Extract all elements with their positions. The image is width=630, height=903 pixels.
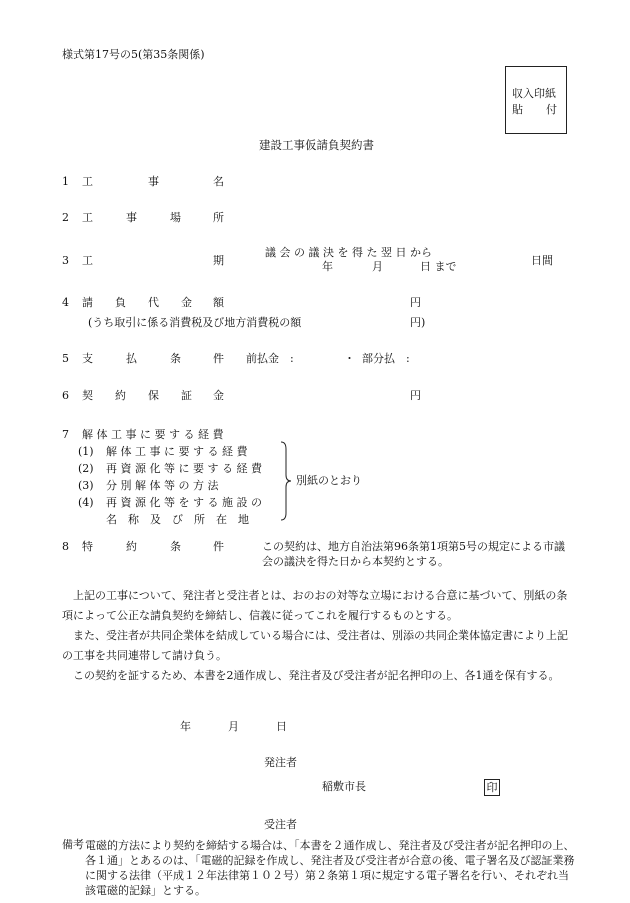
- period-until-label: 日 まで: [420, 260, 457, 273]
- guarantee-yen-unit: 円: [410, 389, 421, 402]
- item-label-char: 約: [115, 389, 126, 402]
- item-label-char: 事: [126, 211, 137, 224]
- stamp-label-affix-2: 付: [546, 103, 557, 116]
- demolition-heading: 解 体 工 事 に 要 す る 経 費: [82, 428, 224, 441]
- curly-brace: [280, 441, 292, 521]
- date-year-label: 年: [180, 720, 191, 733]
- item-label-char: 所: [213, 211, 224, 224]
- item-label-char: 証: [181, 389, 192, 402]
- sub-item-text: 再 資 源 化 等 に 要 す る 経 費: [106, 462, 262, 475]
- period-month-label: 月: [372, 260, 383, 273]
- item-label-char: 額: [213, 296, 224, 309]
- date-month-label: 月: [228, 720, 239, 733]
- item-label-char: 件: [213, 352, 224, 365]
- period-year-label: 年: [322, 260, 333, 273]
- item-label-char: 工: [82, 254, 93, 267]
- item-label-char: 代: [148, 296, 159, 309]
- item-label-char: 支: [82, 352, 93, 365]
- period-start-text: 議 会 の 議 決 を 得 た 翌 日 から: [265, 246, 432, 259]
- orderer-name: 稲敷市長: [322, 780, 366, 793]
- item-number: 3: [62, 254, 69, 267]
- revenue-stamp-box: [505, 66, 567, 134]
- form-number: 様式第17号の5(第35条関係): [62, 48, 205, 61]
- item-label-char: 工: [82, 211, 93, 224]
- sub-item-text-continued: 名 称 及 び 所 在 地: [106, 513, 249, 526]
- body-paragraph: 上記の工事について、発注者と受注者とは、おのおの対等な立場における合意に基づいて、別紙の条項によって公正な請負契約を締結し、信義に従ってこれを履行するものとする。: [62, 589, 568, 622]
- sub-item-text: 分 別 解 体 等 の 方 法: [106, 479, 219, 492]
- sub-item-number: (1): [78, 445, 94, 458]
- item-label-char: 金: [181, 296, 192, 309]
- page-title: 建設工事仮請負契約書: [259, 138, 374, 152]
- item-number: 8: [62, 540, 69, 553]
- item-label-char: 契: [82, 389, 93, 402]
- note-text: 電磁的方法により契約を締結する場合は、「本書を２通作成し、発注者及び受注者が記名押印の上、各１通」とあるのは、「電磁的記録を作成し、発注者及び受注者が合意の後、電子署名及び認証業務に関する法律（平成１２年法律第１０２号）第２条第１項に規定する電子署名を行い、それぞれ当該電磁的記録」とする。: [85, 839, 575, 897]
- sub-item-text: 再 資 源 化 等 を す る 施 設 の: [106, 496, 262, 509]
- item-number: 4: [62, 296, 69, 309]
- item-label-char: 名: [213, 175, 224, 188]
- period-days-label: 日間: [531, 254, 553, 267]
- item-number: 6: [62, 389, 69, 402]
- sub-item-text: 解 体 工 事 に 要 す る 経 費: [106, 445, 248, 458]
- item-label-char: 金: [213, 389, 224, 402]
- stamp-label-affix-1: 貼: [512, 103, 523, 116]
- item-label-char: 事: [148, 175, 159, 188]
- item-number: 5: [62, 352, 69, 365]
- amount-yen-unit: 円: [410, 296, 421, 309]
- sub-item-number: (2): [78, 462, 94, 475]
- item-number: 7: [62, 428, 69, 441]
- see-attachment-label: 別紙のとおり: [296, 474, 362, 487]
- advance-payment-label: 前払金 :: [246, 352, 294, 365]
- item-label-char: 条: [170, 352, 181, 365]
- item-label-char: 工: [82, 175, 93, 188]
- tax-yen-unit: 円): [410, 316, 426, 329]
- contractor-label: 受注者: [264, 818, 297, 831]
- body-paragraph: また、受注者が共同企業体を結成している場合には、受注者は、別添の共同企業体協定書により上記の工事を共同連帯して請け負う。: [62, 629, 568, 662]
- tax-note: (うち取引に係る消費税及び地方消費税の額: [88, 316, 302, 329]
- sub-item-number: (4): [78, 496, 94, 509]
- date-day-label: 日: [276, 720, 287, 733]
- stamp-label: 収入印紙: [512, 87, 556, 100]
- item-label-char: 期: [213, 254, 224, 267]
- item-number: 1: [62, 175, 69, 188]
- special-terms-text-1: この契約は、地方自治法第96条第1項第5号の規定による市議: [262, 540, 565, 553]
- item-label-char: 特: [82, 540, 93, 553]
- sub-item-number: (3): [78, 479, 94, 492]
- item-number: 2: [62, 211, 69, 224]
- item-label-char: 約: [126, 540, 137, 553]
- item-label-char: 件: [213, 540, 224, 553]
- item-label-char: 負: [115, 296, 126, 309]
- note-label: 備考: [62, 838, 84, 851]
- orderer-label: 発注者: [264, 756, 297, 769]
- body-paragraph: この契約を証するため、本書を2通作成し、発注者及び受注者が記名押印の上、各1通を保有する。: [73, 669, 560, 682]
- item-label-char: 払: [126, 352, 137, 365]
- partial-payment-label: 部分払 :: [362, 352, 410, 365]
- separator-dot: ・: [344, 352, 355, 365]
- item-label-char: 場: [170, 211, 181, 224]
- item-label-char: 条: [170, 540, 181, 553]
- item-label-char: 請: [82, 296, 93, 309]
- special-terms-text-2: 会の議決を得た日から本契約とする。: [262, 555, 449, 568]
- seal-mark: 印: [484, 779, 500, 796]
- item-label-char: 保: [148, 389, 159, 402]
